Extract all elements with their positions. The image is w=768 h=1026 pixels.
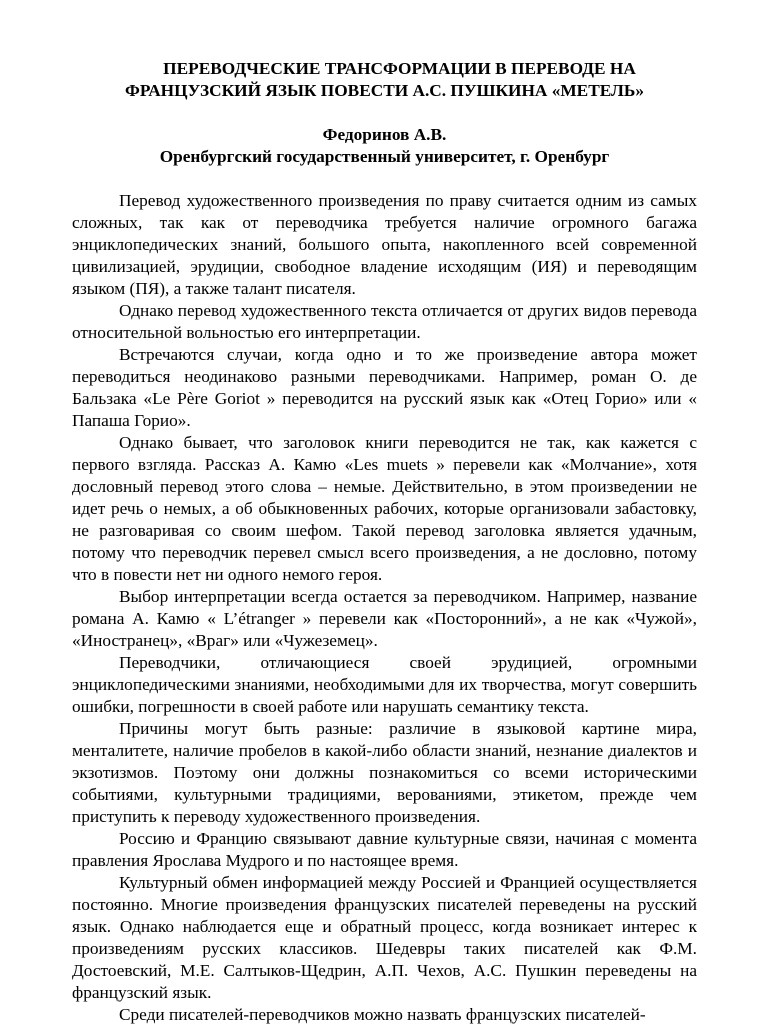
title-line-2: ФРАНЦУЗСКИЙ ЯЗЫК ПОВЕСТИ А.С. ПУШКИНА «МЕТЕЛЬ» bbox=[125, 81, 644, 100]
paragraph: Выбор интерпретации всегда остается за переводчиком. Например, название романа А. Камю « L’étranger » перевели как «Посторонний», а не как «Чужой», «Иностранец», «Враг» или «Чужеземец». bbox=[72, 587, 697, 650]
paragraph: Причины могут быть разные: различие в языковой картине мира, менталитете, наличие пробелов в какой-либо области знаний, незнание диалектов и экзотизмов. Поэтому они должны познакомиться со всеми историческими событиями, культурными традициями, верованиями, этикетом, прежде чем приступить к переводу художественного произведения. bbox=[72, 719, 697, 826]
paragraph: Переводчики, отличающиеся своей эрудицией, огромными энциклопедическими знаниями, необходимыми для их творчества, могут совершить ошибки, погрешности в своей работе или нарушать семантику текста. bbox=[72, 653, 697, 716]
title-line-1: ПЕРЕВОДЧЕСКИЕ ТРАНСФОРМАЦИИ В ПЕРЕВОДЕ НА bbox=[163, 59, 636, 78]
paragraph: Культурный обмен информацией между Россией и Францией осуществляется постоянно. Многие произведения французских писателей переведены на русский язык. Однако наблюдается еще и обратный процесс, когда возникает интерес к произведениям русских классиков. Шедевры таких писателей как Ф.М. Достоевский, М.Е. Салтыков-Щедрин, А.П. Чехов, А.С. Пушкин переведены на французский язык. bbox=[72, 873, 697, 1002]
article-title bbox=[72, 58, 697, 102]
document-page bbox=[72, 58, 697, 1026]
article-body bbox=[72, 190, 697, 1026]
author-affiliation: Оренбургский государственный университет, г. Оренбург bbox=[159, 147, 610, 166]
paragraph: Встречаются случаи, когда одно и то же произведение автора может переводиться неодинаково разными переводчиками. Например, роман О. де Бальзака «Le Père Goriot » переводится на русский язык как «Отец Горио» или « Папаша Горио». bbox=[72, 345, 697, 430]
paragraph: Среди писателей-переводчиков можно назвать французских писателей- bbox=[119, 1005, 646, 1024]
author-name: Федоринов А.В. bbox=[322, 125, 447, 144]
paragraph: Россию и Францию связывают давние культурные связи, начиная с момента правления Ярослава Мудрого и по настоящее время. bbox=[72, 829, 697, 870]
author-block bbox=[72, 124, 697, 168]
paragraph: Однако перевод художественного текста отличается от других видов перевода относительной вольностью его интерпретации. bbox=[72, 301, 697, 342]
paragraph: Однако бывает, что заголовок книги переводится не так, как кажется с первого взгляда. Рассказ А. Камю «Les muets » перевели как «Молчание», хотя дословный перевод этого слова – немые. Действительно, в этом произведении не идет речь о немых, а об обыкновенных рабочих, которые организовали забастовку, не разговаривая со своим шефом. Такой перевод заголовка является удачным, потому что переводчик перевел смысл всего произведения, а не дословно, потому что в повести нет ни одного немого героя. bbox=[72, 433, 697, 584]
paragraph: Перевод художественного произведения по праву считается одним из самых сложных, так как от переводчика требуется наличие огромного багажа энциклопедических знаний, большого опыта, накопленного всей современной цивилизацией, эрудиции, свободное владение исходящим (ИЯ) и переводящим языком (ПЯ), а также талант писателя. bbox=[72, 191, 697, 298]
